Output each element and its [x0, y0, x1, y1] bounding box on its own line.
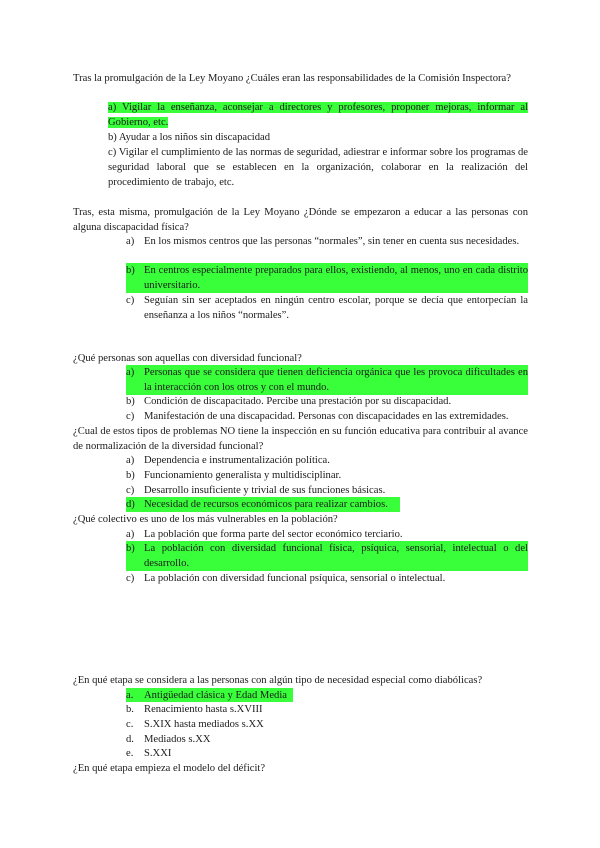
q4-option-d-letter: d)	[126, 499, 135, 510]
q6-option-d: Mediados s.XX	[144, 734, 211, 745]
q4-option-b: Funcionamiento generalista y multidisciplinar.	[144, 470, 342, 481]
q4-option-a-letter: a)	[126, 455, 135, 466]
q6-option-a: Antigüedad clásica y Edad Media	[144, 690, 287, 701]
q2-option-a-letter: a)	[126, 236, 135, 247]
question-3: ¿Qué personas son aquellas con diversidad funcional?	[73, 353, 302, 364]
q3-option-a-letter: a)	[126, 367, 135, 378]
question-1: Tras la promulgación de la Ley Moyano ¿Cuáles eran las responsabilidades de la Comisión Inspectora?	[73, 73, 511, 84]
q5-option-a: La población que forma parte del sector económico terciario.	[144, 529, 403, 540]
q5-option-c: La población con diversidad funcional psíquica, sensorial o intelectual.	[144, 573, 446, 584]
q1-option-c: c) Vigilar el cumplimiento de las normas de seguridad, adiestrar e informar sobre los programas de seguridad laboral que se establecen en la organización, colaborar en la realización del procedimiento de trabajo, etc.	[108, 147, 528, 188]
q3-option-a: Personas que se considera que tienen deficiencia orgánica que les provoca dificultades en la interacción con los otros y con el mundo.	[144, 367, 528, 393]
question-2: Tras, esta misma, promulgación de la Ley Moyano ¿Dónde se empezaron a educar a las personas con alguna discapacidad física?	[73, 207, 528, 233]
q4-option-c: Desarrollo insuficiente y trivial de sus funciones básicas.	[144, 485, 386, 496]
q6-option-c: S.XIX hasta mediados s.XX	[144, 719, 264, 730]
q3-option-b: Condición de discapacitado. Percibe una prestación por su discapacidad.	[144, 396, 452, 407]
q2-option-a: En los mismos centros que las personas “normales”, sin tener en cuenta sus necesidades.	[144, 236, 520, 247]
q6-option-d-letter: d.	[126, 734, 134, 745]
q6-option-e: S.XXI	[144, 748, 172, 759]
q6-option-a-letter: a.	[126, 690, 134, 701]
q4-option-c-letter: c)	[126, 485, 135, 496]
q4-option-a: Dependencia e instrumentalización política.	[144, 455, 330, 466]
q2-option-c-letter: c)	[126, 295, 135, 306]
q4-option-b-letter: b)	[126, 470, 135, 481]
q6-option-c-letter: c.	[126, 719, 134, 730]
q5-option-a-letter: a)	[126, 529, 135, 540]
q6-option-b-letter: b.	[126, 704, 134, 715]
q2-option-c: Seguían sin ser aceptados en ningún centro escolar, porque se decía que entorpecían la enseñanza a los niños “normales”.	[144, 295, 528, 321]
q6-option-e-letter: e.	[126, 748, 134, 759]
q3-option-c-letter: c)	[126, 411, 135, 422]
q1-option-a	[108, 100, 528, 130]
q1-option-b: b) Ayudar a los niños sin discapacidad	[108, 132, 271, 143]
question-6: ¿En qué etapa se considera a las personas con algún tipo de necesidad especial como diabólicas?	[73, 675, 483, 686]
question-4: ¿Cual de estos tipos de problemas NO tiene la inspección en su función educativa para contribuir al avance de normalización de la diversidad funcional?	[73, 426, 528, 452]
q4-option-d: Necesidad de recursos económicos para realizar cambios.	[144, 499, 388, 510]
question-7: ¿En qué etapa empieza el modelo del déficit?	[73, 763, 266, 774]
q3-option-b-letter: b)	[126, 396, 135, 407]
q2-option-b-letter: b)	[126, 265, 135, 276]
q6-option-b: Renacimiento hasta s.XVIII	[144, 704, 263, 715]
question-5: ¿Qué colectivo es uno de los más vulnerables en la población?	[73, 514, 338, 525]
q2-option-b: En centros especialmente preparados para ellos, existiendo, al menos, uno en cada distrito universitario.	[144, 265, 528, 291]
q3-option-c: Manifestación de una discapacidad. Personas con discapacidades en las extremidades.	[144, 411, 509, 422]
q1-option-a-text: a) Vigilar la enseñanza, aconsejar a directores y profesores, proponer mejoras, informar al Gobierno, etc.	[108, 102, 528, 128]
q5-option-b: La población con diversidad funcional física, psíquica, sensorial, intelectual o del desarrollo.	[144, 543, 528, 569]
q5-option-b-letter: b)	[126, 543, 135, 554]
q5-option-c-letter: c)	[126, 573, 135, 584]
